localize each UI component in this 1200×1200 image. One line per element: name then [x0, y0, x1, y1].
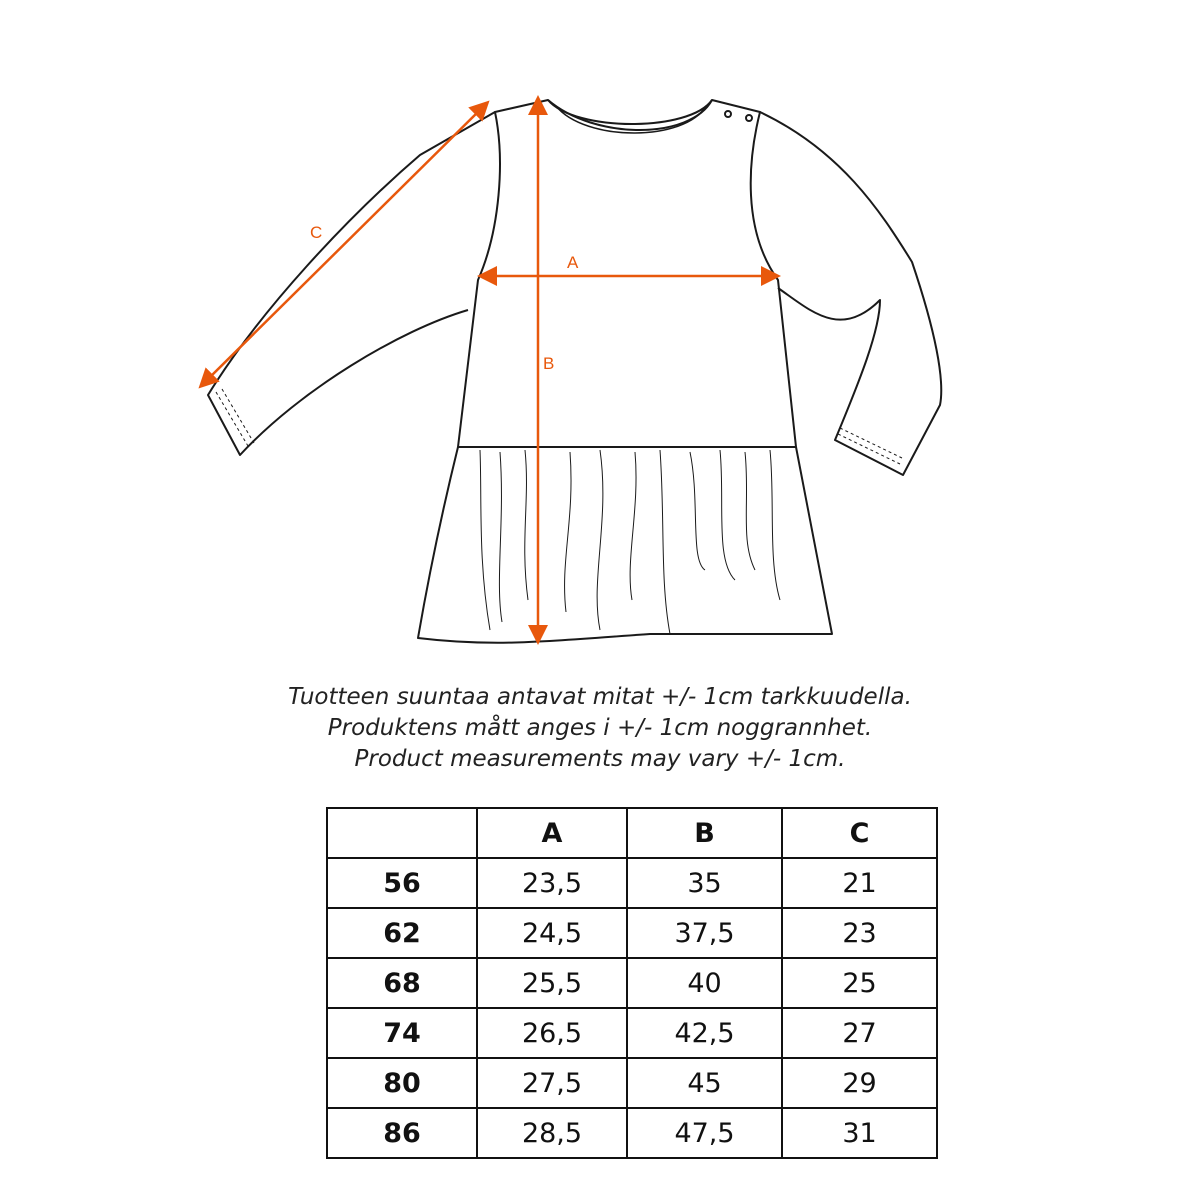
size-cell: 68: [327, 958, 477, 1008]
a-cell: 24,5: [477, 908, 627, 958]
table-row: [327, 1058, 937, 1108]
left-sleeve: [208, 112, 495, 455]
a-cell: 23,5: [477, 858, 627, 908]
note-finnish: Tuotteen suuntaa antavat mitat +/- 1cm tarkkuudella.: [288, 684, 912, 710]
header-a: A: [477, 808, 627, 858]
header-corner: [327, 808, 477, 858]
header-b: B: [627, 808, 782, 858]
table-row: [327, 908, 937, 958]
size-table: [326, 807, 938, 1159]
c-cell: 29: [782, 1058, 937, 1108]
skirt-gathers: [480, 450, 780, 634]
size-cell: 86: [327, 1108, 477, 1158]
measure-c-label: C: [310, 223, 323, 242]
b-cell: 47,5: [627, 1108, 782, 1158]
left-cuff-stitch: [222, 389, 254, 443]
measurement-note: [0, 682, 1200, 775]
a-cell: 26,5: [477, 1008, 627, 1058]
c-cell: 21: [782, 858, 937, 908]
b-cell: 45: [627, 1058, 782, 1108]
size-cell: 56: [327, 858, 477, 908]
measure-lines: [202, 100, 776, 640]
measure-a-label: A: [567, 253, 579, 272]
b-cell: 37,5: [627, 908, 782, 958]
c-cell: 31: [782, 1108, 937, 1158]
measure-c-arrow: [202, 104, 486, 385]
table-row: [327, 1108, 937, 1158]
c-cell: 23: [782, 908, 937, 958]
a-cell: 28,5: [477, 1108, 627, 1158]
table-row: [327, 958, 937, 1008]
b-cell: 42,5: [627, 1008, 782, 1058]
header-c: C: [782, 808, 937, 858]
note-english: Product measurements may vary +/- 1cm.: [354, 746, 846, 772]
right-sleeve: [760, 112, 941, 475]
b-cell: 40: [627, 958, 782, 1008]
size-cell: 74: [327, 1008, 477, 1058]
c-cell: 27: [782, 1008, 937, 1058]
note-swedish: Produktens mått anges i +/- 1cm noggrannhet.: [327, 715, 873, 741]
a-cell: 27,5: [477, 1058, 627, 1108]
table-row: [327, 858, 937, 908]
button-icon: [725, 111, 731, 117]
table-header-row: [327, 808, 937, 858]
measure-b-label: B: [543, 354, 555, 373]
dress-outline: [208, 100, 941, 643]
table-row: [327, 1008, 937, 1058]
size-cell: 80: [327, 1058, 477, 1108]
size-cell: 62: [327, 908, 477, 958]
b-cell: 35: [627, 858, 782, 908]
right-cuff-stitch: [838, 434, 900, 464]
a-cell: 25,5: [477, 958, 627, 1008]
c-cell: 25: [782, 958, 937, 1008]
right-cuff-stitch: [840, 428, 902, 458]
button-icon: [746, 115, 752, 121]
bodice-outline: [458, 100, 796, 447]
